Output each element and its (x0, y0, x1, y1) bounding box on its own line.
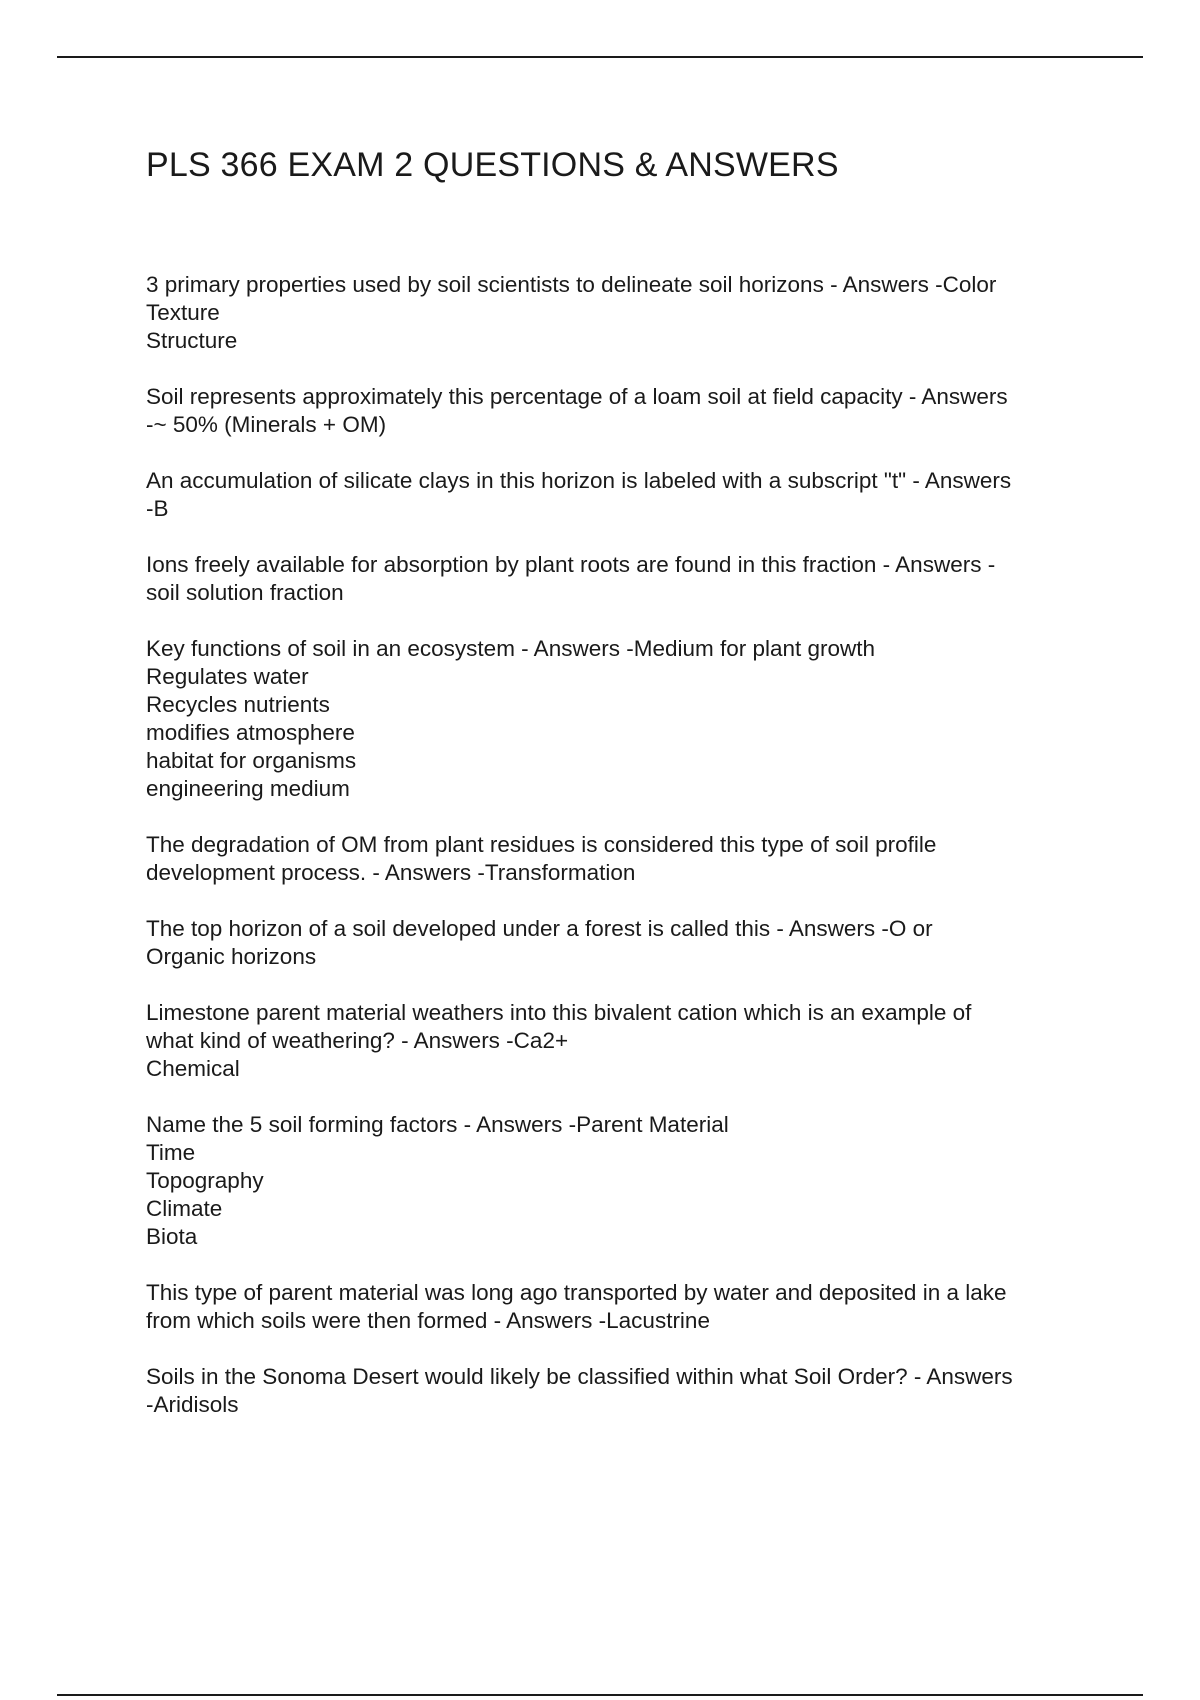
qa-item: The top horizon of a soil developed under a forest is called this - Answers -O or Organic horizons (146, 916, 933, 969)
qa-item: An accumulation of silicate clays in this horizon is labeled with a subscript "t" - Answers -B (146, 468, 1012, 521)
qa-item: Key functions of soil in an ecosystem - Answers -Medium for plant growth Regulates water Recycles nutrients modifies atmosphere habitat for organisms engineering medium (146, 636, 876, 801)
qa-list (146, 271, 1096, 1447)
qa-item: The degradation of OM from plant residues is considered this type of soil profile development process. - Answers -Transformation (146, 832, 937, 885)
bottom-divider (57, 1694, 1143, 1696)
qa-item: Limestone parent material weathers into this bivalent cation which is an example of what kind of weathering? - Answers -Ca2+ Chemical (146, 1000, 972, 1081)
qa-item: Name the 5 soil forming factors - Answers -Parent Material Time Topography Climate Biota (146, 1112, 729, 1249)
top-divider (57, 56, 1143, 58)
page-title: PLS 366 EXAM 2 QUESTIONS & ANSWERS (146, 146, 839, 184)
qa-item: Soils in the Sonoma Desert would likely be classified within what Soil Order? - Answers -Aridisols (146, 1364, 1013, 1417)
qa-item: Soil represents approximately this percentage of a loam soil at field capacity - Answers -~ 50% (Minerals + OM) (146, 384, 1008, 437)
qa-item: This type of parent material was long ago transported by water and deposited in a lake from which soils were then formed - Answers -Lacustrine (146, 1280, 1007, 1333)
qa-item: 3 primary properties used by soil scientists to delineate soil horizons - Answers -Color Texture Structure (146, 272, 997, 353)
qa-item: Ions freely available for absorption by plant roots are found in this fraction - Answers - soil solution fraction (146, 552, 996, 605)
